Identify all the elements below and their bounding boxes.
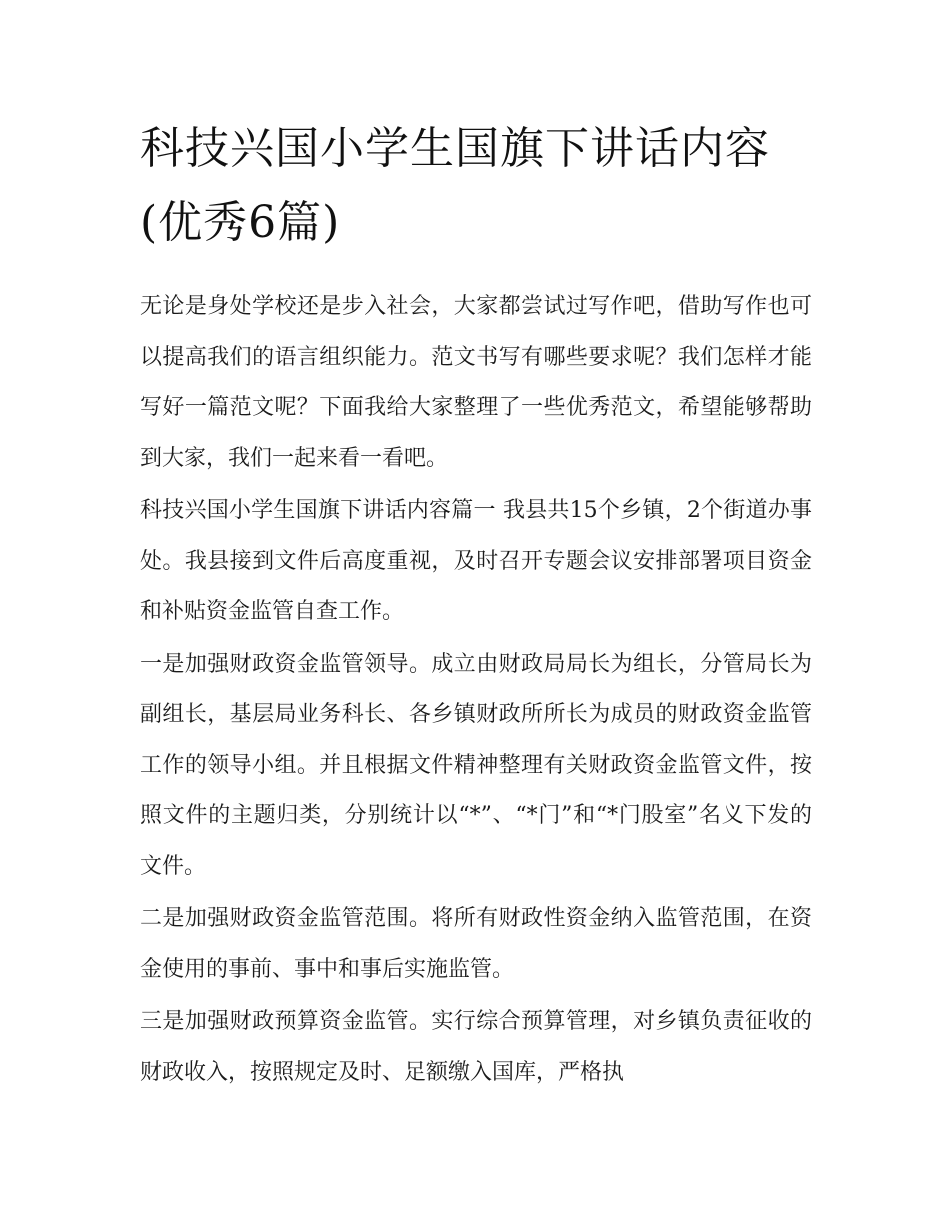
document-page [140,112,812,1100]
paragraph-point-one: 一是加强财政资金监管领导。成立由财政局局长为组长，分管局长为副组长，基层局业务科长、各乡镇财政所所长为成员的财政资金监管工作的领导小组。并且根据文件精神整理有关财政资金监管文件，按照文件的主题归类，分别统计以“*”、“*门”和“*门股室”名义下发的文件。 [140,651,812,879]
paragraph-point-two: 二是加强财政资金监管范围。将所有财政性资金纳入监管范围，在资金使用的事前、事中和事后实施监管。 [140,906,812,982]
document-title: 科技兴国小学生国旗下讲话内容(优秀6篇) [140,123,770,248]
paragraph-point-three: 三是加强财政预算资金监管。实行综合预算管理，对乡镇负责征收的财政收入，按照规定及时、足额缴入国库，严格执 [140,1009,812,1085]
paragraph-chapter-one: 科技兴国小学生国旗下讲话内容篇一 我县共15个乡镇，2个街道办事处。我县接到文件后高度重视，及时召开专题会议安排部署项目资金和补贴资金监管自查工作。 [140,498,812,624]
paragraph-intro: 无论是身处学校还是步入社会，大家都尝试过写作吧，借助写作也可以提高我们的语言组织能力。范文书写有哪些要求呢？我们怎样才能写好一篇范文呢？下面我给大家整理了一些优秀范文，希望能够帮助到大家，我们一起来看一看吧。 [140,294,812,471]
